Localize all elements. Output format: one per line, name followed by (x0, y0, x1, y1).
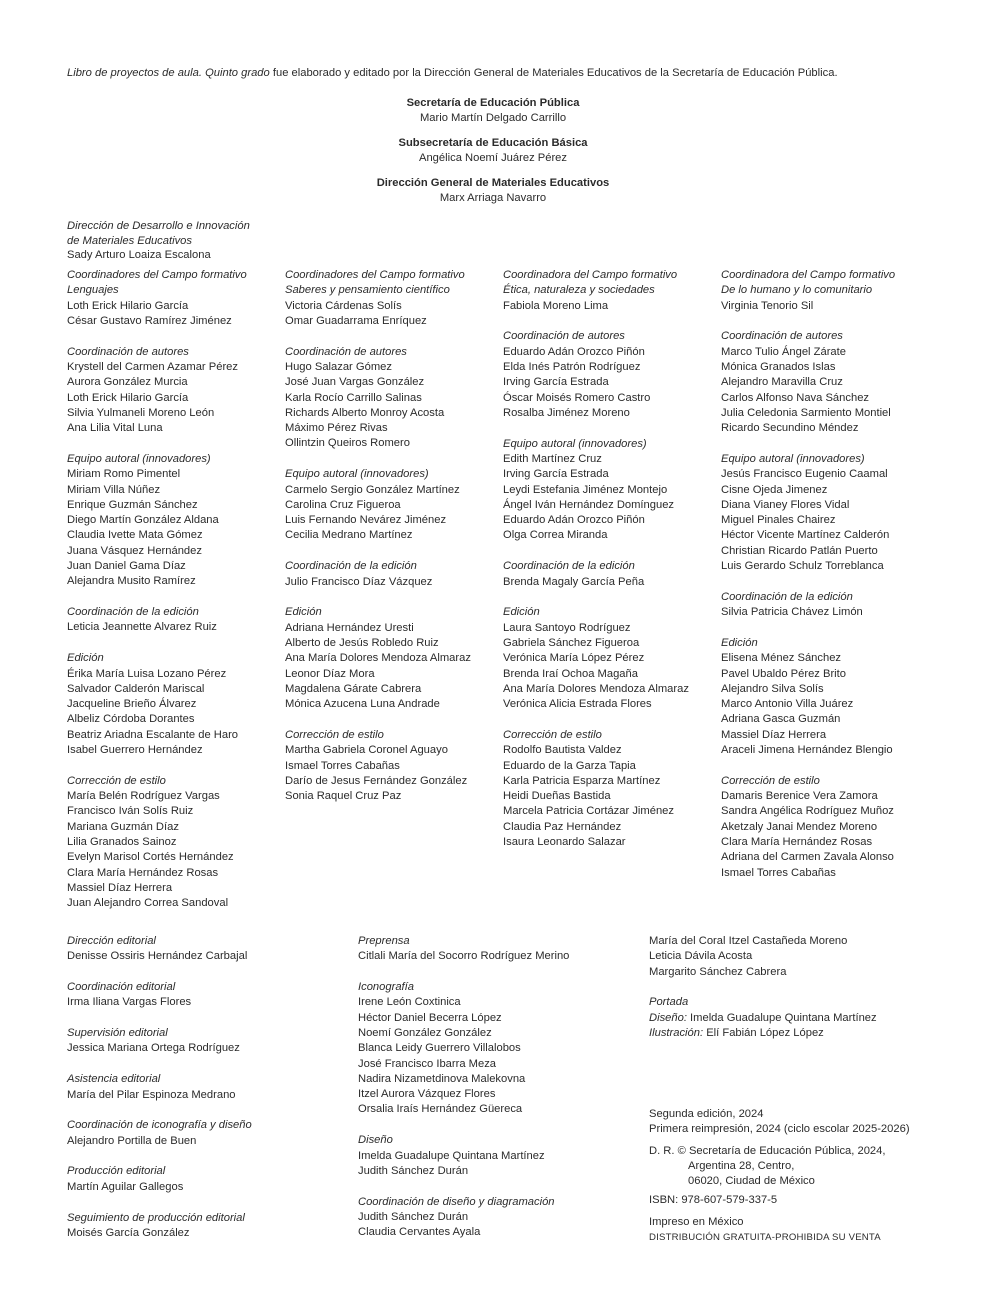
section-heading: Coordinadora del Campo formativo (721, 269, 896, 281)
person-name: Diego Martín González Aldana (67, 514, 219, 527)
person-name: Carlos Alfonso Nava Sánchez (721, 391, 870, 404)
person-name: Ricardo Secundino Méndez (721, 422, 859, 435)
address-line: 06020, Ciudad de México (688, 1175, 815, 1188)
person-name: Clara María Hernández Rosas (67, 866, 219, 879)
person-name: Martín Aguilar Gallegos (67, 1180, 184, 1193)
person-name: Lilia Granados Sainoz (67, 836, 177, 848)
person-name: Olga Correa Miranda (503, 529, 608, 542)
section-heading: Coordinación de autores (285, 345, 407, 358)
intro-paragraph (67, 66, 947, 80)
credits-column-etica (503, 268, 689, 850)
person-name: Krystell del Carmen Azamar Pérez (67, 360, 238, 373)
person-name: Aurora González Murcia (67, 376, 188, 389)
credits-section (503, 437, 689, 544)
person-name: Claudia Cervantes Ayala (358, 1226, 481, 1239)
org-dgme (0, 176, 986, 206)
person-name: Alejandra Musito Ramírez (67, 575, 196, 588)
org-subsecretaria (0, 136, 986, 166)
person-name: Claudia Ivette Mata Gómez (67, 529, 203, 542)
copyright-label: D. R. © (649, 1144, 686, 1157)
credits-section (721, 590, 895, 621)
person-name: Alejandro Silva Solís (721, 682, 824, 695)
edition-info (649, 1107, 910, 1245)
org-title: Subsecretaría de Educación Básica (398, 137, 588, 149)
credits-column-saberes (285, 268, 471, 804)
section-heading: Coordinación de autores (503, 330, 625, 343)
section-heading: Corrección de estilo (67, 774, 166, 787)
person-name: Massiel Díaz Herrera (67, 881, 173, 894)
credits-section (285, 605, 471, 712)
credits-column-lenguajes (67, 268, 247, 911)
person-name: Loth Erick Hilario García (67, 391, 189, 404)
edition-text: Segunda edición, 2024 (649, 1108, 764, 1120)
person-name: Damaris Berenice Vera Zamora (721, 790, 878, 803)
section-heading: Coordinación de la edición (721, 590, 853, 603)
section-heading: Asistencia editorial (67, 1073, 161, 1086)
person-name: Edith Martínez Cruz (503, 452, 602, 465)
person-name: Marcela Patricia Cortázar Jiménez (503, 805, 674, 818)
person-name: Nadira Nizametdinova Malekovna (358, 1072, 526, 1085)
person-name: Silvia Yulmaneli Moreno León (67, 406, 215, 419)
person-name: Carolina Cruz Figueroa (285, 498, 401, 511)
person-name: Judith Sánchez Durán (358, 1164, 469, 1177)
person-name: Hugo Salazar Gómez (285, 360, 392, 373)
person-name: Adriana Gasca Guzmán (721, 713, 841, 726)
person-name: Brenda Magaly García Peña (503, 575, 645, 588)
person-name: Mónica Granados Islas (721, 360, 836, 373)
section-heading: Diseño (358, 1134, 393, 1147)
section-heading: Coordinadora del Campo formativo (503, 269, 678, 281)
credits-section (721, 268, 895, 314)
person-name: Virginia Tenorio Sil (721, 299, 814, 312)
credits-section (67, 452, 247, 590)
section-heading: Ética, naturaleza y sociedades (503, 284, 655, 297)
person-name: Magdalena Gárate Cabrera (285, 682, 422, 695)
free-distribution-notice: DISTRIBUCIÓN GRATUITA-PROHIBIDA SU VENTA (649, 1232, 881, 1244)
person-name: Eduardo Adán Orozco Piñón (503, 345, 645, 358)
person-name: Ismael Torres Cabañas (721, 866, 836, 879)
section-heading: Coordinación de la edición (503, 560, 635, 573)
section-heading: Coordinación de autores (721, 330, 843, 343)
person-name: Héctor Vicente Martínez Calderón (721, 529, 890, 542)
credits-section (721, 774, 895, 881)
credits-section (285, 345, 471, 452)
person-name: Sonia Raquel Cruz Paz (285, 790, 402, 803)
person-name: Elda Inés Patrón Rodríguez (503, 360, 641, 373)
credits-section (503, 605, 689, 712)
credits-section (67, 934, 252, 965)
org-name: Angélica Noemí Juárez Pérez (419, 152, 567, 164)
org-title: Secretaría de Educación Pública (406, 97, 580, 109)
person-name: Juan Daniel Gama Díaz (67, 560, 186, 573)
section-heading: Edición (285, 606, 322, 619)
address-line: Argentina 28, Centro, (688, 1159, 795, 1172)
person-name: Beatriz Ariadna Escalante de Haro (67, 728, 239, 741)
person-name: Miriam Villa Núñez (67, 483, 161, 496)
person-name: Cisne Ojeda Jimenez (721, 483, 828, 496)
person-name: Máximo Pérez Rivas (285, 422, 388, 435)
section-heading: De lo humano y lo comunitario (721, 284, 873, 297)
person-name: José Francisco Ibarra Meza (358, 1057, 497, 1070)
section-heading: Edición (67, 652, 104, 665)
person-name: Julio Francisco Díaz Vázquez (285, 575, 433, 588)
section-heading: Coordinadores del Campo formativo (285, 269, 465, 281)
section-heading: Coordinación de diseño y diagramación (358, 1195, 555, 1208)
person-name: Juan Alejandro Correa Sandoval (67, 897, 229, 910)
person-name: José Juan Vargas González (285, 376, 425, 389)
section-heading: Coordinadores del Campo formativo (67, 269, 247, 281)
credits-section (67, 1211, 252, 1242)
person-name: Leticia Jeannette Alvarez Ruiz (67, 621, 217, 634)
person-name: Sandra Angélica Rodríguez Muñoz (721, 805, 894, 818)
credits-section (285, 559, 471, 590)
section-heading: Coordinación de la edición (285, 560, 417, 573)
section-heading: Dirección editorial (67, 935, 156, 947)
credits-section (358, 980, 569, 1118)
person-name: Adriana del Carmen Zavala Alonso (721, 851, 894, 864)
person-name: Aketzaly Janai Mendez Moreno (721, 820, 878, 833)
section-heading: Dirección de Desarrollo e Innovación (67, 220, 250, 232)
person-name: Luis Fernando Nevárez Jiménez (285, 514, 447, 527)
person-name: Leonor Díaz Mora (285, 667, 375, 680)
person-name: Silvia Patricia Chávez Limón (721, 606, 863, 619)
section-heading: Equipo autoral (innovadores) (285, 468, 429, 481)
person-name: Imelda Guadalupe Quintana Martínez (358, 1149, 545, 1162)
credits-section (721, 329, 895, 436)
person-name: Eduardo Adán Orozco Piñón (503, 514, 645, 527)
person-name: Laura Santoyo Rodríguez (503, 621, 631, 634)
person-name: Isaura Leonardo Salazar (503, 836, 626, 848)
intro-text: fue elaborado y editado por la Dirección General de Materiales Educativos de la Secretaría de Educación Pública. (269, 67, 838, 79)
credits-section (285, 268, 471, 329)
person-name: Verónica Alicia Estrada Flores (503, 698, 652, 711)
person-name: Judith Sánchez Durán (358, 1210, 469, 1223)
person-name: Óscar Moisés Romero Castro (503, 391, 651, 404)
person-name: Marco Antonio Villa Juárez (721, 698, 854, 711)
person-name: Richards Alberto Monroy Acosta (285, 406, 445, 419)
copyright-holder: Secretaría de Educación Pública, 2024, (688, 1144, 886, 1157)
person-name: Evelyn Marisol Cortés Hernández (67, 851, 234, 864)
person-name: Francisco Iván Solís Ruiz (67, 805, 194, 818)
printed-in: Impreso en México (649, 1215, 744, 1228)
section-heading: Equipo autoral (innovadores) (503, 437, 647, 450)
person-name: Julia Celedonia Sarmiento Montiel (721, 406, 891, 419)
person-name: Itzel Aurora Vázquez Flores (358, 1088, 496, 1101)
person-name: María del Pilar Espinoza Medrano (67, 1088, 236, 1101)
person-name: Martha Gabriela Coronel Aguayo (285, 744, 448, 757)
section-heading: Producción editorial (67, 1165, 166, 1178)
section-heading: Lenguajes (67, 284, 119, 297)
credits-section (285, 728, 471, 804)
person-name: Darío de Jesus Fernández González (285, 774, 468, 787)
person-name: Fabiola Moreno Lima (503, 299, 609, 312)
person-name: Blanca Leidy Guerrero Villalobos (358, 1042, 521, 1055)
person-name: Brenda Iraí Ochoa Magaña (503, 667, 638, 680)
copyright-line (649, 1144, 910, 1159)
person-name: Rodolfo Bautista Valdez (503, 744, 622, 757)
person-name: Noemí González González (358, 1026, 492, 1039)
person-name: Citlali María del Socorro Rodríguez Merino (358, 950, 570, 963)
person-name: Gabriela Sánchez Figueroa (503, 636, 640, 649)
credits-section (67, 651, 247, 758)
person-name: Ana María Dolores Mendoza Almaraz (285, 652, 471, 665)
credits-section (67, 345, 247, 437)
person-name: Alejandro Maravilla Cruz (721, 376, 843, 389)
person-name: Adriana Hernández Uresti (285, 621, 414, 634)
book-title: Libro de proyectos de aula. Quinto grado (67, 67, 270, 79)
credits-section (358, 1133, 569, 1179)
person-name: Luis Gerardo Schulz Torreblanca (721, 560, 884, 573)
person-name: Jessica Mariana Ortega Rodríguez (67, 1042, 240, 1055)
person-name: Irma Iliana Vargas Flores (67, 996, 192, 1009)
credits-section (67, 1164, 252, 1195)
section-heading: Saberes y pensamiento científico (285, 284, 450, 297)
person-name: Claudia Paz Hernández (503, 820, 622, 833)
person-name: Leticia Dávila Acosta (649, 950, 753, 963)
org-name: Mario Martín Delgado Carrillo (419, 112, 567, 124)
person-name: Orsalia Iraís Hernández Güereca (358, 1103, 523, 1116)
credits-section (67, 980, 252, 1011)
person-name: Mónica Azucena Luna Andrade (285, 698, 440, 711)
credits-section (503, 728, 689, 850)
portada-diseno-label: Diseño: (649, 1011, 687, 1024)
section-heading: Equipo autoral (innovadores) (721, 452, 865, 465)
section-heading: Coordinación de iconografía y diseño (67, 1119, 252, 1132)
person-name: María Belén Rodríguez Vargas (67, 790, 220, 803)
person-name: Alberto de Jesús Robledo Ruiz (285, 636, 439, 649)
person-name: Cecilia Medrano Martínez (285, 529, 413, 542)
person-name: Héctor Daniel Becerra López (358, 1011, 502, 1024)
person-name: Juana Vásquez Hernández (67, 544, 202, 557)
person-name: Enrique Guzmán Sánchez (67, 498, 198, 511)
person-name: Miguel Pinales Chairez (721, 514, 836, 527)
credits-section (503, 329, 689, 421)
person-name: Karla Patricia Esparza Martínez (503, 774, 661, 787)
person-name: Elisena Ménez Sánchez (721, 652, 842, 665)
person-name: Irene León Coxtinica (358, 996, 461, 1009)
org-name: Marx Arriaga Navarro (439, 192, 547, 204)
credits-section (67, 774, 247, 912)
person-name: Jesús Francisco Eugenio Caamal (721, 468, 888, 481)
person-name: Omar Guadarrama Enríquez (285, 314, 427, 327)
person-name: Mariana Guzmán Díaz (67, 820, 179, 833)
person-name: Victoria Cárdenas Solís (285, 299, 402, 312)
person-name: Marco Tulio Ángel Zárate (721, 345, 846, 358)
direccion-desarrollo (67, 219, 250, 263)
org-title: Dirección General de Materiales Educativos (376, 177, 610, 189)
person-name: Karla Rocío Carrillo Salinas (285, 391, 422, 404)
person-name: Moisés García González (67, 1226, 190, 1239)
person-name: Leydi Estefania Jiménez Montejo (503, 483, 668, 496)
person-name: Salvador Calderón Mariscal (67, 682, 205, 695)
section-heading: Edición (721, 636, 758, 649)
person-name: Pavel Ubaldo Pérez Brito (721, 667, 846, 680)
person-name: Eduardo de la Garza Tapia (503, 759, 636, 772)
section-heading: Corrección de estilo (503, 728, 602, 741)
section-heading: Corrección de estilo (721, 774, 820, 787)
portada-ilustracion (649, 1026, 877, 1041)
person-name: Isabel Guerrero Hernández (67, 744, 203, 757)
portada-diseno-name: Imelda Guadalupe Quintana Martínez (686, 1011, 877, 1024)
person-name: Ollintzin Queiros Romero (285, 437, 410, 450)
person-name: Diana Vianey Flores Vidal (721, 498, 850, 511)
person-name: César Gustavo Ramírez Jiménez (67, 314, 232, 327)
person-name: Margarito Sánchez Cabrera (649, 965, 787, 978)
credits-section (67, 605, 247, 636)
credits-bottom-middle (358, 934, 569, 1241)
person-name: Érika María Luisa Lozano Pérez (67, 667, 227, 680)
credits-section (67, 1118, 252, 1149)
person-name: Ángel Iván Hernández Domínguez (503, 498, 675, 511)
person-name: Clara María Hernández Rosas (721, 836, 873, 848)
reprint-text: Primera reimpresión, 2024 (ciclo escolar 2025-2026) (649, 1123, 910, 1136)
section-heading: Iconografía (358, 981, 414, 994)
credits-column-humano (721, 268, 895, 881)
person-name: Massiel Díaz Herrera (721, 728, 827, 741)
person-name: Ana Lilia Vital Luna (67, 422, 163, 435)
org-sep (0, 96, 986, 126)
portada-diseno (649, 1011, 877, 1026)
person-name: Ismael Torres Cabañas (285, 759, 400, 772)
credits-bottom-left (67, 934, 252, 1241)
section-heading: Portada (649, 996, 689, 1009)
credits-section (67, 1072, 252, 1103)
credits-section (721, 636, 895, 758)
person-name: Sady Arturo Loaiza Escalona (67, 249, 211, 261)
section-heading: Corrección de estilo (285, 728, 384, 741)
portada-ilustracion-label: Ilustración: (649, 1026, 704, 1039)
credits-section (358, 934, 569, 965)
person-name: Jacqueline Brieño Álvarez (67, 698, 197, 711)
section-heading: Coordinación de autores (67, 345, 189, 358)
person-name: Irving García Estrada (503, 376, 609, 389)
person-name: Ana María Dolores Mendoza Almaraz (503, 682, 689, 695)
portada-ilustracion-name: Elí Fabián López López (703, 1026, 824, 1039)
credits-section (721, 452, 895, 574)
person-name: Carmelo Sergio González Martínez (285, 483, 460, 496)
section-heading: Supervisión editorial (67, 1027, 168, 1040)
person-name: Loth Erick Hilario García (67, 299, 189, 312)
section-heading: Coordinación de la edición (67, 606, 199, 619)
credits-section (503, 559, 689, 590)
person-name: Christian Ricardo Patlán Puerto (721, 544, 878, 557)
isbn: ISBN: 978-607-579-337-5 (649, 1194, 778, 1207)
section-heading: Seguimiento de producción editorial (67, 1211, 245, 1224)
credits-section (503, 268, 689, 314)
person-name: María del Coral Itzel Castañeda Moreno (649, 935, 848, 947)
credits-bottom-right (649, 934, 877, 1041)
credits-section (285, 467, 471, 543)
person-name: Araceli Jimena Hernández Blengio (721, 744, 893, 757)
person-name: Miriam Romo Pimentel (67, 468, 181, 481)
person-name: Verónica María López Pérez (503, 652, 645, 665)
credits-section (67, 268, 247, 329)
section-heading: Edición (503, 606, 540, 619)
person-name: Heidi Dueñas Bastida (503, 790, 611, 803)
section-heading: Coordinación editorial (67, 981, 176, 994)
section-heading: Equipo autoral (innovadores) (67, 452, 211, 465)
section-heading: de Materiales Educativos (67, 234, 192, 247)
credits-section (358, 1195, 569, 1241)
credits-section (67, 1026, 252, 1057)
person-name: Irving García Estrada (503, 468, 609, 481)
section-heading: Preprensa (358, 935, 410, 947)
person-name: Rosalba Jiménez Moreno (503, 406, 630, 419)
person-name: Alejandro Portilla de Buen (67, 1134, 197, 1147)
person-name: Denisse Ossiris Hernández Carbajal (67, 950, 248, 963)
person-name: Albeliz Córdoba Dorantes (67, 713, 195, 726)
